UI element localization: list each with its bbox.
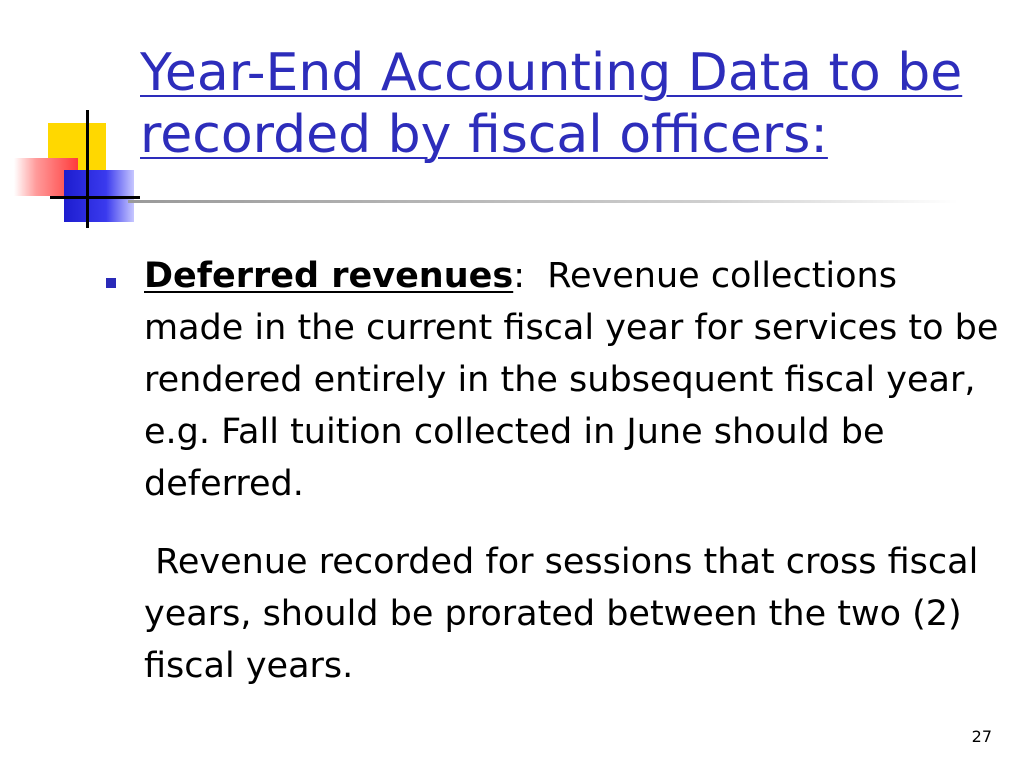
page-number: 27	[971, 727, 992, 746]
square-bullet-icon	[106, 278, 116, 288]
vertical-line	[86, 110, 89, 228]
sub-paragraph	[144, 536, 1004, 692]
bullet-term: Deferred revenues	[144, 256, 514, 296]
decorative-squares-logo-icon	[0, 0, 150, 240]
slide-title	[140, 42, 1000, 166]
slide-body	[144, 250, 1010, 692]
title-divider	[128, 200, 958, 203]
slide-title-text: Year-End Accounting Data to be recorded by fiscal officers:	[140, 43, 963, 165]
sub-paragraph-text: Revenue recorded for sessions that cross fiscal years, should be prorated between the two (2) fiscal years.	[144, 542, 979, 686]
bullet-text: Revenue collections made in the current fiscal year for services to be rendered entirely in the subsequent fiscal year, e.g. Fall tuition collected in June should be deferred.	[144, 256, 1010, 504]
bullet-term-suffix: :	[513, 256, 526, 296]
bullet-paragraph	[144, 250, 1010, 510]
horizontal-line	[50, 196, 140, 199]
